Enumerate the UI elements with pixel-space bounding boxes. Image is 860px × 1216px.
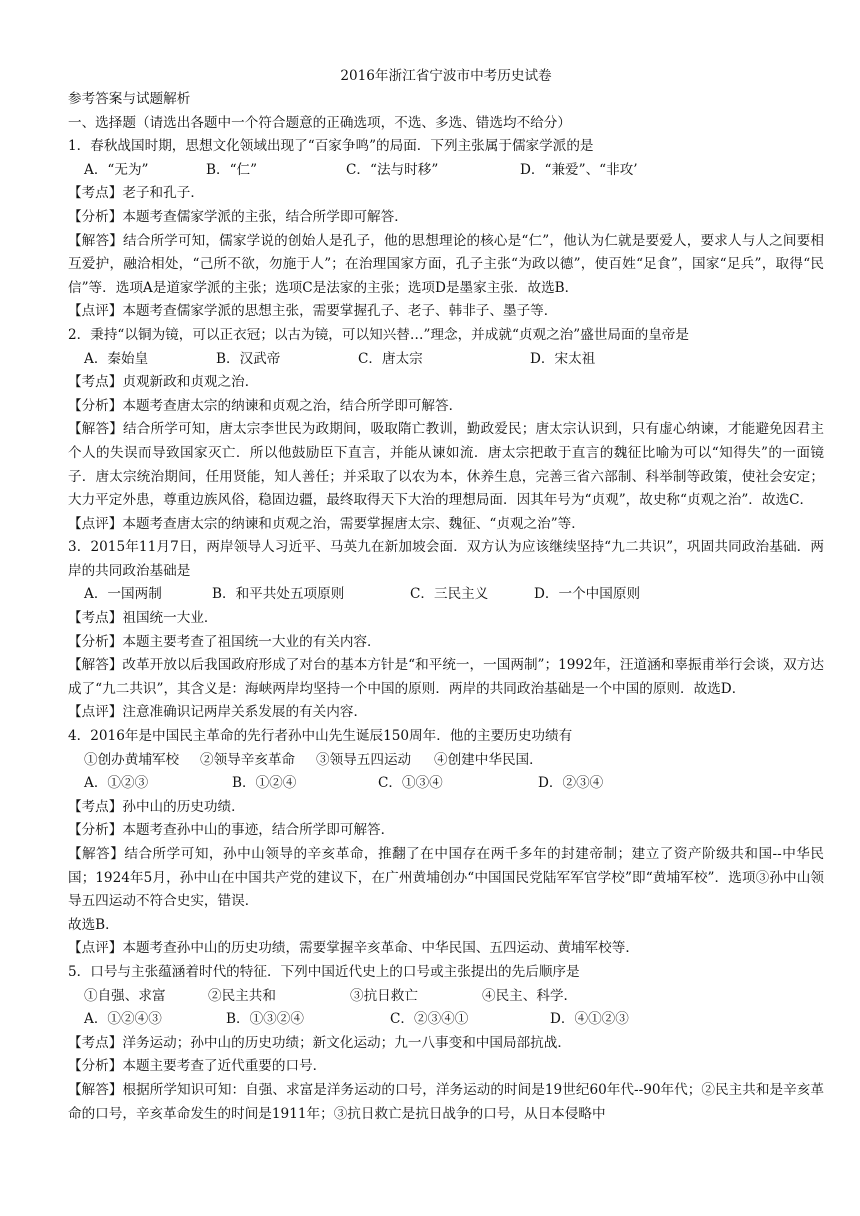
jieda: 【解答】根据所学知识可知：自强、求富是洋务运动的口号，洋务运动的时间是19世纪60年代--90年代；②民主共和是辛亥革命的口号，辛亥革命发生的时间是1911年；③抗日救亡是抗日战争的口号，从日本侵略中 (68, 1081, 824, 1122)
fenxi: 【分析】本题考查孙中山的事迹，结合所学即可解答． (68, 822, 395, 839)
options-row (68, 772, 824, 796)
option-c: C．唐太宗 (358, 350, 423, 367)
option-a: A．①②④③ (84, 1011, 162, 1028)
option-b: B．①②④ (232, 775, 297, 792)
option-a: A．一国两制 (84, 586, 162, 603)
option-c: C．②③④① (390, 1011, 469, 1028)
option-b: B．和平共处五项原则 (212, 586, 345, 603)
jieda: 【解答】结合所学可知，儒家学说的创始人是孔子，他的思想理论的核心是“仁”，他认为仁就是要爱人，要求人与人之间要相互爱护，融洽相处，“己所不欲，勿施于人”；在治理国家方面，孔子主张“为政以德”，使百姓“足食”，国家“足兵”，取得“民信”等．选项A是道家学派的主张；选项C是法家的主张；选项D是墨家主张．故选B． (68, 232, 824, 296)
section-heading: 一、选择题（请选出各题中一个符合题意的正确选项，不选、多选、错选均不给分） (68, 114, 571, 131)
question-stem: 5．口号与主张蕴涵着时代的特征．下列中国近代史上的口号或主张提出的先后顺序是 (68, 963, 580, 980)
option-a: A．“无为” (84, 161, 149, 178)
dianping: 【点评】本题考查唐太宗的纳谏和贞观之治，需要掌握唐太宗、魏征、“贞观之治”等． (68, 515, 585, 532)
answer-conclusion: 故选B． (68, 916, 119, 933)
kaodian: 【考点】贞观新政和贞观之治． (68, 374, 259, 391)
dianping: 【点评】注意准确识记两岸关系发展的有关内容． (68, 704, 368, 721)
options-row (68, 1008, 824, 1032)
dianping: 【点评】本题考查孙中山的历史功绩，需要掌握辛亥革命、中华民国、五四运动、黄埔军校等． (68, 940, 639, 957)
statement-item: ①自强、求富 (84, 987, 166, 1004)
option-c: C．①③④ (378, 775, 443, 792)
options-row (68, 159, 824, 183)
options-row (68, 348, 824, 372)
fenxi: 【分析】本题考查唐太宗的纳谏和贞观之治，结合所学即可解答． (68, 397, 463, 414)
kaodian: 【考点】祖国统一大业． (68, 610, 218, 627)
jieda: 【解答】结合所学可知，唐太宗李世民为政期间，吸取隋亡教训，勤政爱民；唐太宗认识到，只有虚心纳谏，才能避免因君主个人的失误而导致国家灭亡．所以他鼓励臣下直言，并能从谏如流．唐太宗把敢于直言的魏征比喻为可以“知得失”的一面镜子．唐太宗统治期间，任用贤能，知人善任；并采取了以农为本，休养生息，完善三省六部制、科举制等政策，使社会安定；大力平定外患，尊重边族风俗，稳固边疆，最终取得天下大治的理想局面．因其年号为“贞观”，故史称“贞观之治”．故选C． (68, 421, 824, 509)
statement-item: ④民主、科学． (482, 987, 578, 1004)
option-b: B．汉武帝 (216, 350, 281, 367)
jieda: 【解答】结合所学可知，孙中山领导的辛亥革命，推翻了在中国存在两千多年的封建帝制；建立了资产阶级共和国--中华民国；1924年5月，孙中山在中国共产党的建议下，在广州黄埔创办“中国国民党陆军军官学校”即“黄埔军校”．选项③孙中山领导五四运动不符合史实，错误． (68, 846, 824, 910)
kaodian: 【考点】洋务运动；孙中山的历史功绩；新文化运动；九一八事变和中国局部抗战． (68, 1034, 571, 1051)
page-title: 2016年浙江省宁波市中考历史试卷 (340, 68, 552, 84)
option-a: A．秦始皇 (84, 350, 149, 367)
statement-item: ③领导五四运动 (316, 751, 412, 768)
option-b: B．“仁” (206, 161, 258, 178)
subtitle: 参考答案与试题解析 (68, 91, 191, 107)
statement-item: ③抗日救亡 (350, 987, 418, 1004)
options-row (68, 583, 824, 607)
statement-items (68, 985, 824, 1009)
option-d: D．“兼爱”、“非攻’ (520, 161, 638, 178)
kaodian: 【考点】孙中山的历史功绩． (68, 798, 245, 815)
option-d: D．一个中国原则 (534, 586, 641, 603)
question-stem: 3．2015年11月7日，两岸领导人习近平、马英九在新加坡会面．双方认为应该继续坚持“九二共识”，巩固共同政治基础．两岸的共同政治基础是 (68, 539, 824, 579)
fenxi: 【分析】本题主要考查了近代重要的口号． (68, 1058, 327, 1075)
statement-items (68, 749, 824, 773)
statement-item: ②领导辛亥革命 (200, 751, 296, 768)
statement-item: ④创建中华民国． (434, 751, 543, 768)
jieda: 【解答】改革开放以后我国政府形成了对台的基本方针是“和平统一，一国两制”；1992年，汪道涵和辜振甫举行会谈，双方达成了“九二共识”，其含义是：海峡两岸均坚持一个中国的原则．两岸的共同政治基础是一个中国的原则．故选D． (68, 657, 824, 697)
option-d: D．④①②③ (550, 1011, 629, 1028)
kaodian: 【考点】老子和孔子． (68, 185, 204, 202)
question-stem: 1．春秋战国时期，思想文化领域出现了“百家争鸣”的局面．下列主张属于儒家学派的是 (68, 138, 594, 155)
option-c: C．三民主义 (410, 586, 489, 603)
fenxi: 【分析】本题考查儒家学派的主张，结合所学即可解答． (68, 208, 408, 225)
option-a: A．①②③ (84, 775, 149, 792)
option-b: B．①③②④ (226, 1011, 304, 1028)
question-stem: 2．秉持“以铜为镜，可以正衣冠；以古为镜，可以知兴替…”理念，并成就“贞观之治”盛世局面的皇帝是 (68, 326, 689, 343)
fenxi: 【分析】本题主要考查了祖国统一大业的有关内容． (68, 633, 381, 650)
dianping: 【点评】本题考查儒家学派的思想主张，需要掌握孔子、老子、韩非子、墨子等． (68, 303, 558, 320)
statement-item: ②民主共和 (208, 987, 276, 1004)
option-d: D．②③④ (538, 775, 604, 792)
statement-item: ①创办黄埔军校 (84, 751, 180, 768)
option-c: C．“法与时移” (346, 161, 439, 178)
option-d: D．宋太祖 (530, 350, 596, 367)
question-stem: 4．2016年是中国民主革命的先行者孙中山先生诞辰150周年．他的主要历史功绩有 (68, 728, 573, 745)
